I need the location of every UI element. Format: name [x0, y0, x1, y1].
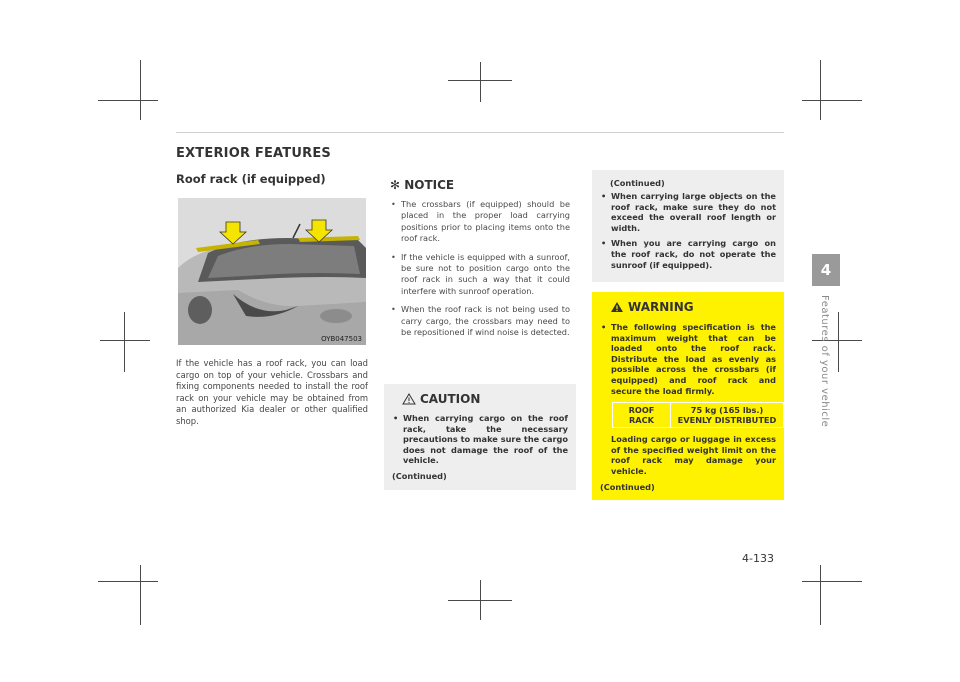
crop-mark [124, 312, 125, 372]
section-title: EXTERIOR FEATURES [176, 146, 331, 161]
crop-mark [140, 60, 141, 120]
crop-mark [820, 565, 821, 625]
notice-list [390, 199, 570, 345]
warning-triangle-icon [610, 301, 624, 313]
crop-mark [838, 312, 839, 372]
list-item: • The following specification is the maximum weight that can be loaded onto the roof rack. Distribute the load as evenly as possible across the crossbars (if equipped) and roof rack and secure the load firmly. [600, 322, 776, 396]
crop-mark [802, 581, 862, 582]
warning-title: WARNING [628, 300, 694, 314]
list-item: • If the vehicle is equipped with a sunroof, be sure not to position cargo onto the roof rack in such a way that it could interfere with sunroof operation. [390, 252, 570, 298]
list-item: • When carrying cargo on the roof rack, take the necessary precautions to make sure the cargo does not damage the roof of the vehicle. [392, 413, 568, 466]
caution-continued-list [600, 191, 776, 270]
car-rear-image [178, 198, 366, 345]
caution-triangle-icon [402, 393, 416, 405]
caution-continued-box [592, 170, 784, 282]
caution-list [392, 413, 568, 466]
crop-mark [480, 62, 481, 102]
list-item: • The crossbars (if equipped) should be placed in the proper load carrying positions prior to placing items onto the roof rack. [390, 199, 570, 245]
spec-table [612, 402, 784, 428]
chapter-label: Features of your vehicle [819, 295, 830, 428]
crop-mark [802, 100, 862, 101]
crop-mark [100, 340, 150, 341]
warning-box [592, 292, 784, 500]
crop-mark [820, 60, 821, 120]
caution-box [384, 384, 576, 490]
intro-paragraph: If the vehicle has a roof rack, you can load cargo on top of your vehicle. Crossbars and fixing components needed to install the roof rack on your vehicle may be obtained from an authorized Kia dealer or other qualified shop. [176, 358, 368, 426]
notice-icon: ✻ [390, 178, 405, 192]
crop-mark [140, 565, 141, 625]
page-number: 4-133 [742, 552, 774, 565]
sub-title: Roof rack (if equipped) [176, 172, 326, 186]
continued-heading: (Continued) [610, 178, 665, 188]
roof-rack-illustration [178, 198, 366, 345]
spec-value-cell: 75 kg (165 lbs.) EVENLY DISTRIBUTED [671, 403, 784, 428]
crop-mark [98, 581, 158, 582]
continued-label: (Continued) [392, 470, 447, 481]
chapter-tab: 4 [812, 254, 840, 286]
warning-heading [610, 300, 776, 314]
warning-list [600, 322, 776, 396]
list-item: • When the roof rack is not being used to carry cargo, the crossbars may need to be repositioned if wind noise is detected. [390, 304, 570, 338]
table-row [613, 403, 784, 428]
crop-mark [480, 580, 481, 620]
list-item: • When you are carrying cargo on the roof rack, do not operate the sunroof (if equipped). [600, 238, 776, 270]
crop-mark [98, 100, 158, 101]
caution-heading [402, 392, 568, 406]
warning-after-text: Loading cargo or luggage in excess of the specified weight limit on the roof rack may damage your vehicle. [611, 434, 776, 476]
continued-label: (Continued) [600, 481, 655, 492]
spec-label-cell: ROOF RACK [613, 403, 671, 428]
image-code: OYB047503 [321, 335, 362, 343]
list-item: • When carrying large objects on the roof rack, make sure they do not exceed the overall roof length or width. [600, 191, 776, 233]
caution-title: CAUTION [420, 392, 481, 406]
notice-heading [390, 178, 454, 192]
notice-title: NOTICE [404, 178, 455, 192]
header-rule [176, 132, 784, 133]
